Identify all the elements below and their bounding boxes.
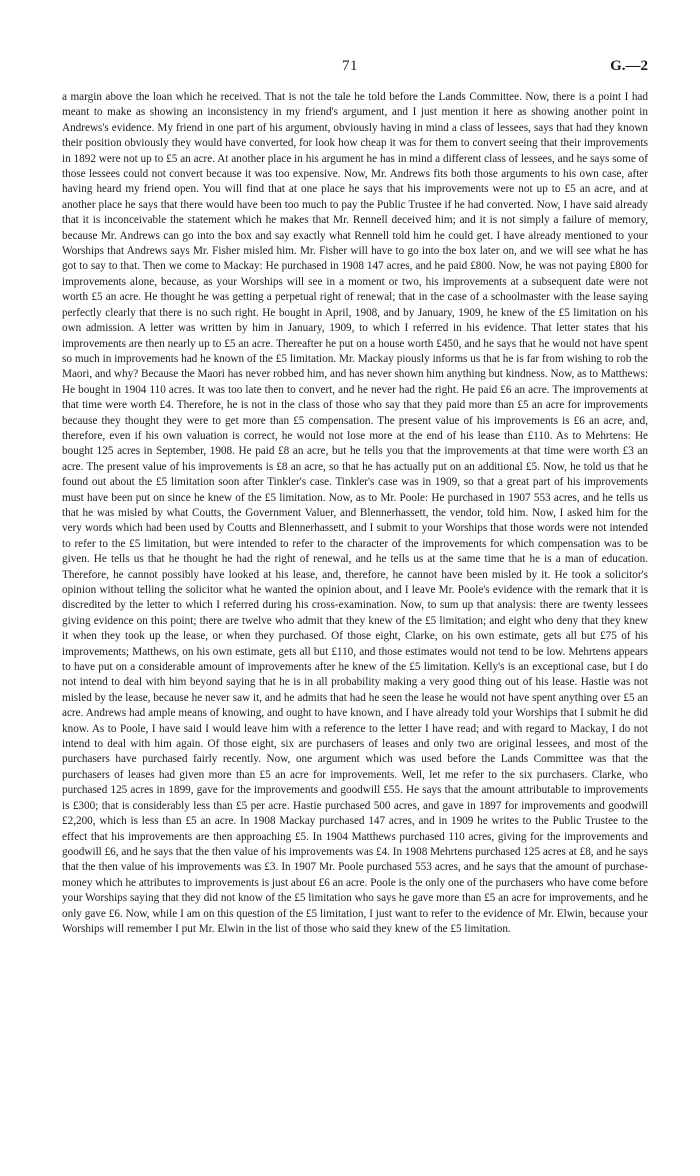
body-paragraph: a margin above the loan which he received. That is not the tale he told before the Lands Committee. Now, there is a point I had meant to make as showing an inconsistency in my friend's argument, and I just mention it here as showing another point in Andrews's evidence. My friend in one part of his argument, obviously having in mind a class of lessees, says that had they known their position obviously they would have converted, for look how cheap it was for them to convert seeing that their improvements in 1892 were not up to £5 an acre. At another place in his argument he has in mind a different class of lessees, and he says some of those lessees could not convert because it was too expensive. Now, Mr. Andrews fits both those arguments to his own case, after having heard my friend open. You will find that at one place he says that his improvements were not up to £5 an acre, and at another place he says that there would have been too much to pay the Public Trustee if he had converted. Now, I have said already that it is inconceivable the statement which he makes that Mr. Rennell deceived him; and it is not simply a failure of memory, because Mr. Andrews can go into the box and say exactly what Rennell told him he could get. I have already mentioned to your Worships that Andrews says Mr. Fisher misled him. Mr. Fisher will have to go into the box later on, and we will see what he has got to say to that. Then we come to Mackay: He purchased in 1908 147 acres, and he paid £800. Now, he was not paying £800 for improvements alone, because, as your Worships will see in a moment or two, his improvements at a subsequent date were not worth £5 an acre. He thought he was getting a perpetual right of renewal; that in the case of a schoolmaster with the lease saying perfectly clearly that there is no such right. He bought in April, 1908, and by January, 1909, he knew of the £5 limitation on his own admission. A letter was written by him in January, 1909, to which I referred in his evidence. That letter states that his improvements are then nearly up to £5 an acre. Thereafter he put on a house worth £450, and he says that he would not have spent so much in improvements had he known of the £5 limitation. Mr. Mackay piously informs us that he is far from wishing to rob the Maori, and why? Because the Maori has never robbed him, and has never shown him anything but kindness. Now, as to Matthews: He bought in 1904 110 acres. It was too late then to convert, and he never had the right. He paid £6 an acre. The improvements at that time were worth £4. Therefore, he is not in the class of those who say that they paid more than £5 an acre for improvements because they thought they were to get more than £5 compensation. The present value of his improvements is £6 an acre, and, therefore, even if his own valuation is correct, he would not lose more at the end of his lease than £110. As to Mehrtens: He bought 125 acres in September, 1908. He paid £8 an acre, but he tells you that the improvements at that time were worth £3 an acre. The present value of his improvements is £8 an acre, so that he has actually put on an additional £5. Now, he told us that he found out about the £5 limitation soon after Tinkler's case. Tinkler's case was in 1909, so that a great part of his improvements must have been put on since he knew of the £5 limitation. Now, as to Mr. Poole: He purchased in 1907 553 acres, and he tells us that he was misled by what Coutts, the Government Valuer, and Blennerhassett, the vendor, told him. Now, I asked him for the very words which had been used by Coutts and Blennerhassett, and I submit to your Worships that those words were not intended to refer to the £5 limitation, but were intended to refer to the character of the improvements for which compensation was to be given. He tells us that he thought he had the right of renewal, and he tells us at the same time that he is a man of education. Therefore, he cannot possibly have looked at his lease, and, therefore, he cannot have been misled by it. He took a solicitor's opinion without telling the solicitor what he wanted the opinion about, and I leave Mr. Poole's evidence with the remark that it is discredited by the letter to which I referred during his cross-examination. Now, to sum up that analysis: there are twenty lessees giving evidence on this point; there are twelve who admit that they knew of the £5 limitation; and eight who deny that they knew it when they took up the lease, or when they purchased. Of those eight, Clarke, on his own estimate, gets all but £75 of his improvements; Matthews, on his own estimate, gets all but £110, and those estimates would not tend to be low. Mehrtens appears to have put on a considerable amount of improvements after he knew of the £5 limitation. Kelly's is an exceptional case, but I do not intend to deal with him beyond saying that he is in all probability making a very good thing out of his lease. Hastie was not misled by the lease, because he never saw it, and he admits that had he seen the lease he would not have spent anything over £5 an acre. Andrews had ample means of knowing, and ought to have known, and I have already told your Worships that I submit he did know. As to Poole, I have said I would leave him with a reference to the letter I have read; and with regard to Mackay, I do not intend to deal with him again. Of those eight, six are purchasers of leases and only two are original lessees, and most of the purchasers have purchased fairly recently. Now, one argument which was used before the Lands Committee was that the purchasers of leases had given more than £5 an acre for improvements. Well, let me refer to the six purchasers. Clarke, who purchased 125 acres in 1899, gave for the improvements and goodwill £55. He says that the amount attributable to improvements is £300; that is considerably less than £5 per acre. Hastie purchased 500 acres, and gave in 1897 for improvements and goodwill £2,200, which is less than £5 an acre. In 1908 Mackay purchased 147 acres, and in 1909 he writes to the Public Trustee to the effect that his improvements are then approaching £5. In 1904 Matthews purchased 110 acres, giving for the improvements and goodwill £6, and he says that the then value of his improvements was £4. In 1908 Mehrtens purchased 125 acres at £8, and he says that the then value of his improvements was £3. In 1907 Mr. Poole purchased 553 acres, and he says that the amount of purchase-money which he attributes to improvements is just about £6 an acre. Poole is the only one of the purchasers who have come before your Worships saying that they did not know of the £5 limitation who says he gave more than £5 an acre for improvements, and he only gave £6. Now, while I am on this question of the £5 limitation, I just want to refer to the evidence of Mr. Elwin, because your Worships will remember I put Mr. Elwin in the list of those who said they knew of the £5 limitation. — [62, 91, 648, 935]
page-number: 71 — [342, 58, 358, 74]
page-header — [0, 58, 700, 80]
document-reference: G.—2 — [610, 58, 648, 74]
